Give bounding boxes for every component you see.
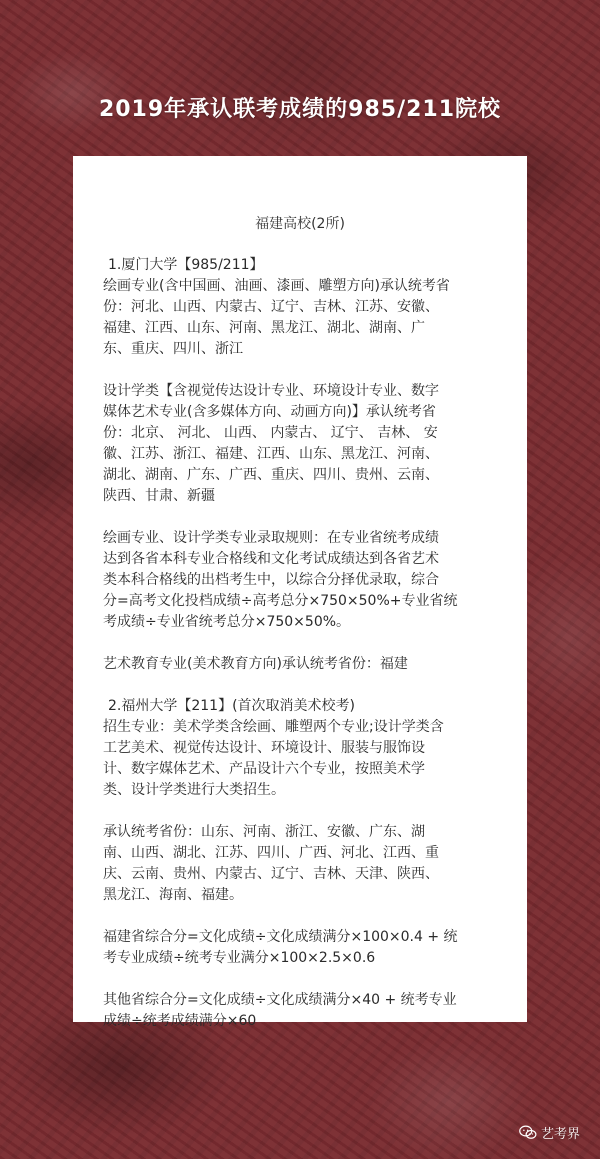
text-line: 类、设计学类进行大类招生。 [103, 782, 285, 798]
text-line: 艺术教育专业(美术教育方向)承认统考省份：福建 [103, 656, 408, 672]
watermark [519, 1123, 580, 1142]
xmu-painting-block [103, 255, 507, 360]
fzu-fujian-score-block [103, 927, 507, 969]
fzu-provinces-block [103, 822, 507, 906]
watermark-text: 艺考界 [540, 1127, 580, 1142]
text-line: 工艺美术、视觉传达设计、环境设计、服装与服饰设 [103, 740, 425, 756]
text-line: 庆、云南、贵州、内蒙古、辽宁、吉林、天津、陕西、 [103, 866, 439, 882]
text-line: 东、重庆、四川、浙江 [103, 341, 243, 357]
text-line: 考成绩÷专业省统考总分×750×50%。 [103, 614, 351, 630]
text-line: 媒体艺术专业(含多媒体方向、动画方向)】承认统考省 [103, 404, 436, 420]
content-card [73, 156, 527, 1029]
xmu-art-edu-block [103, 654, 507, 675]
text-line: 南、山西、湖北、江苏、四川、广西、河北、江西、重 [103, 845, 439, 861]
text-line: 陕西、甘肃、新疆 [103, 488, 215, 504]
text-line: 设计学类【含视觉传达设计专业、环境设计专业、数字 [103, 383, 439, 399]
text-line: 绘画专业、设计学类专业录取规则：在专业省统考成绩 [103, 530, 439, 546]
text-line: 福建、江西、山东、河南、黑龙江、湖北、湖南、广 [103, 320, 425, 336]
fzu-title: 2.福州大学【211】(首次取消美术校考) [108, 698, 356, 714]
text-line: 绘画专业(含中国画、油画、漆画、雕塑方向)承认统考省 [103, 278, 450, 294]
text-line: 计、数字媒体艺术、产品设计六个专业，按照美术学 [103, 761, 425, 777]
text-line: 考专业成绩÷统考专业满分×100×2.5×0.6 [103, 950, 376, 966]
xmu-rules-block [103, 528, 507, 633]
text-line: 黑龙江、海南、福建。 [103, 887, 243, 903]
text-line: 类本科合格线的出档考生中，以综合分择优录取，综合 [103, 572, 439, 588]
text-line: 承认统考省份：山东、河南、浙江、安徽、广东、湖 [103, 824, 425, 840]
poster-title: 2019年承认联考成绩的985/211院校 [98, 97, 502, 122]
xmu-design-block [103, 381, 507, 507]
text-line: 徽、江苏、浙江、福建、江西、山东、黑龙江、河南、 [103, 446, 439, 462]
fzu-other-score-block [103, 990, 507, 1032]
text-line: 福建省综合分=文化成绩÷文化成绩满分×100×0.4 + 统 [103, 929, 458, 945]
text-line: 份：河北、山西、内蒙古、辽宁、吉林、江苏、安徽、 [103, 299, 439, 315]
text-line: 分=高考文化投档成绩÷高考总分×750×50%+专业省统 [103, 593, 458, 609]
text-line: 招生专业：美术学类含绘画、雕塑两个专业;设计学类含 [103, 719, 444, 735]
xmu-title: 1.厦门大学【985/211】 [108, 257, 264, 273]
fzu-enroll-block [103, 696, 507, 801]
text-line: 其他省综合分=文化成绩÷文化成绩满分×40 + 统考专业 [103, 992, 457, 1008]
section-heading: 福建高校(2所) [255, 216, 345, 232]
text-line: 达到各省本科专业合格线和文化考试成绩达到各省艺术 [103, 551, 439, 567]
wechat-icon [519, 1125, 537, 1140]
text-line: 份：北京、 河北、 山西、 内蒙古、 辽宁、 吉林、 安 [103, 425, 438, 441]
text-line: 成绩÷统考成绩满分×60 [103, 1013, 257, 1029]
text-line: 湖北、湖南、广东、广西、重庆、四川、贵州、云南、 [103, 467, 439, 483]
